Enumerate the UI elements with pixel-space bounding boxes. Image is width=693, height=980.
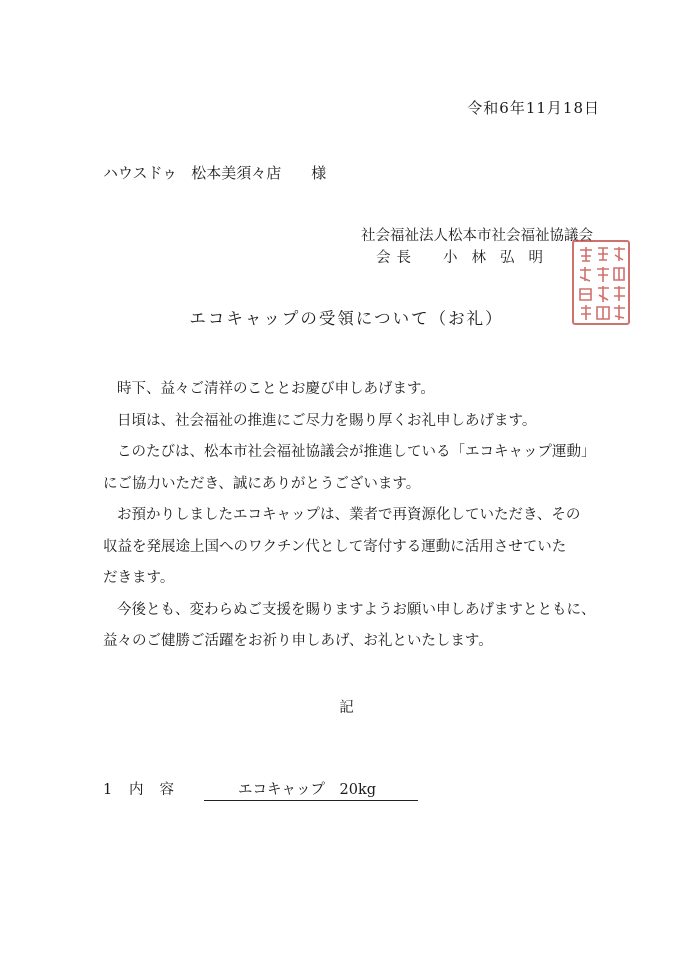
recipient <box>103 162 326 183</box>
letter-body <box>103 374 623 658</box>
ki-heading: 記 <box>339 700 354 716</box>
document-title: エコキャップの受領について（お礼） <box>189 309 504 328</box>
body-paragraph: お預かりしましたエコキャップは、業者で再資源化していただき、その <box>117 507 581 523</box>
body-paragraph: 収益を発展途上国へのワクチン代として寄付する運動に活用させていた <box>103 538 567 555</box>
item-label: 内容 <box>129 782 190 798</box>
recipient-honorific: 様 <box>311 164 327 182</box>
item-value: エコキャップ 20kg <box>204 780 418 801</box>
body-paragraph: 今後とも、変わらぬご支援を賜りますようお願い申しあげますとともに、 <box>117 601 596 618</box>
recipient-store: 松本美須々店 <box>191 164 282 182</box>
body-paragraph: このたびは、松本市社会福祉協議会が推進している「エコキャップ運動」 <box>117 444 596 460</box>
body-paragraph: 時下、益々ご清祥のこととお慶び申しあげます。 <box>117 381 435 397</box>
sender-title: 会長 <box>376 250 417 266</box>
sender-signature <box>376 246 557 267</box>
body-paragraph: 益々のご健勝ご活躍をお祈り申しあげ、お礼といたします。 <box>103 633 493 649</box>
recipient-company: ハウスドゥ <box>103 164 178 182</box>
item-number: 1 <box>103 782 113 798</box>
sender-organization: 社会福祉法人松本市社会福祉協議会 <box>361 228 593 244</box>
body-paragraph: だきます。 <box>103 570 175 586</box>
sender-name: 小林弘明 <box>443 250 557 266</box>
body-paragraph: にご協力いただき、誠にありがとうございます。 <box>103 475 421 492</box>
body-paragraph: 日頃は、社会福祉の推進にご尽力を賜り厚くお礼申しあげます。 <box>117 412 537 429</box>
document-date: 令和6年11月18日 <box>467 99 600 117</box>
item-row <box>103 778 418 801</box>
